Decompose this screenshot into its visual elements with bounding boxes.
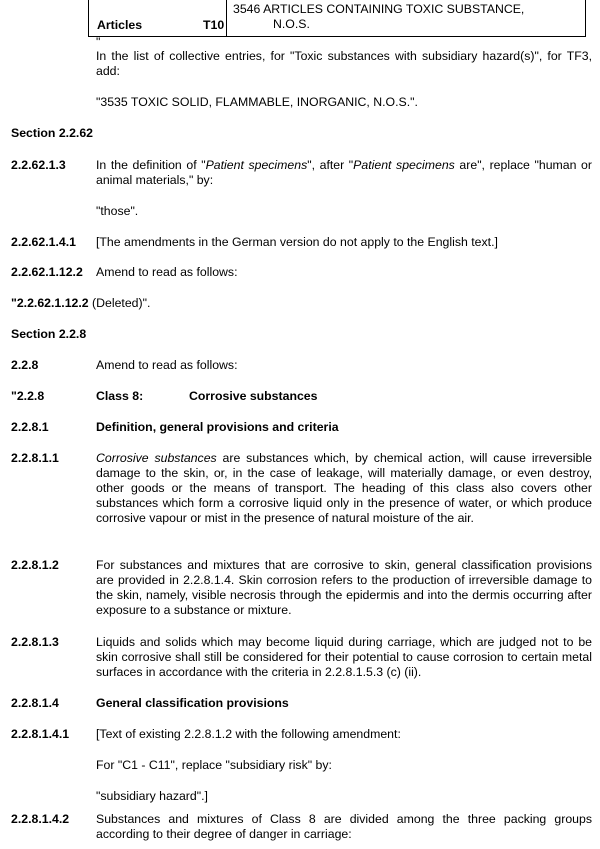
table-left-cell [88,0,227,37]
class8-title: Corrosive substances [189,389,318,403]
para-num-2.2.8.1.3: 2.2.8.1.3 [11,635,59,649]
table-left-label: Articles [97,18,143,32]
para-2.2.8: Amend to read as follows: [96,358,238,372]
deleted-entry: "2.2.62.1.12.2 (Deleted)". [11,296,151,310]
para-2.2.8.1.4.1-sub2: "subsidiary hazard".] [96,789,208,803]
para-num-2.2.8.1: 2.2.8.1 [11,420,49,434]
class8-num: "2.2.8 [11,389,45,403]
para-2.2.62.1.3: In the definition of "Patient specimens", after "Patient specimens are", replace "human or animal materials," by: [96,158,592,187]
para-num-2.2.8.1.1: 2.2.8.1.1 [11,451,59,465]
table-right-line1: 3546 ARTICLES CONTAINING TOXIC SUBSTANCE, [233,2,525,16]
table-right-line2: N.O.S. [273,17,310,31]
para-2.2.8.1.4.1-sub1: For "C1 - C11", replace "subsidiary risk" by: [96,758,332,772]
para-num-2.2.8.1.2: 2.2.8.1.2 [11,558,59,572]
heading-2.2.8.1: Definition, general provisions and criteria [96,420,339,434]
closing-quote: " [96,35,101,49]
para-num-2.2.62.1.12.2: 2.2.62.1.12.2 [11,265,83,279]
class8-label: Class 8: [96,389,144,403]
table-right-cell [226,0,586,37]
para-2.2.62.1.3-sub: "those". [96,204,139,218]
para-num-2.2.8: 2.2.8 [11,358,39,372]
para-2.2.8.1.4.2: Substances and mixtures of Class 8 are divided among the three packing groups according to their degree of danger in carriage: [96,812,592,841]
para-2.2.8.1.3: Liquids and solids which may become liquid during carriage, which are judged not to be skin corrosive shall still be considered for their potential to cause corrosion to certain metal surfaces in accordance with the criteria in 2.2.8.1.5.3 (c) (ii). [96,635,592,679]
para-2.2.8.1.2: For substances and mixtures that are corrosive to skin, general classification provisions are provided in 2.2.8.1.4. Skin corrosion refers to the production of irreversible damage to the skin, namely, visible necrosis through the epidermis and into the dermis occurring after exposure to a substance or mixture. [96,558,592,617]
para-2.2.62.1.4.1: [The amendments in the German version do not apply to the English text.] [96,235,498,249]
para-num-2.2.8.1.4: 2.2.8.1.4 [11,696,59,710]
classification-table [88,0,585,38]
para-num-2.2.62.1.3: 2.2.62.1.3 [11,158,66,172]
section-228-heading: Section 2.2.8 [11,327,87,341]
para-num-2.2.8.1.4.2: 2.2.8.1.4.2 [11,812,70,826]
para-num-2.2.8.1.4.1: 2.2.8.1.4.1 [11,727,70,741]
para-2.2.8.1.4.1: [Text of existing 2.2.8.1.2 with the following amendment: [96,727,401,741]
section-2262-heading: Section 2.2.62 [11,126,94,140]
intro-entry: "3535 TOXIC SOLID, FLAMMABLE, INORGANIC, N.O.S.". [96,95,418,109]
para-2.2.62.1.12.2: Amend to read as follows: [96,265,238,279]
intro-text: In the list of collective entries, for "Toxic substances with subsidiary hazard(s)", for TF3, add: [96,49,592,78]
heading-2.2.8.1.4: General classification provisions [96,696,289,710]
para-2.2.8.1.1: Corrosive substances are substances which, by chemical action, will cause irreversible damage to the skin, or, in the case of leakage, will materially damage, or even destroy, other goods or the means of transport. The heading of this class also covers other substances which form a corrosive liquid only in the presence of water, or which produce corrosive vapour or mist in the presence of natural moisture of the air. [96,451,592,525]
para-num-2.2.62.1.4.1: 2.2.62.1.4.1 [11,235,76,249]
table-left-code: T10 [203,18,225,32]
